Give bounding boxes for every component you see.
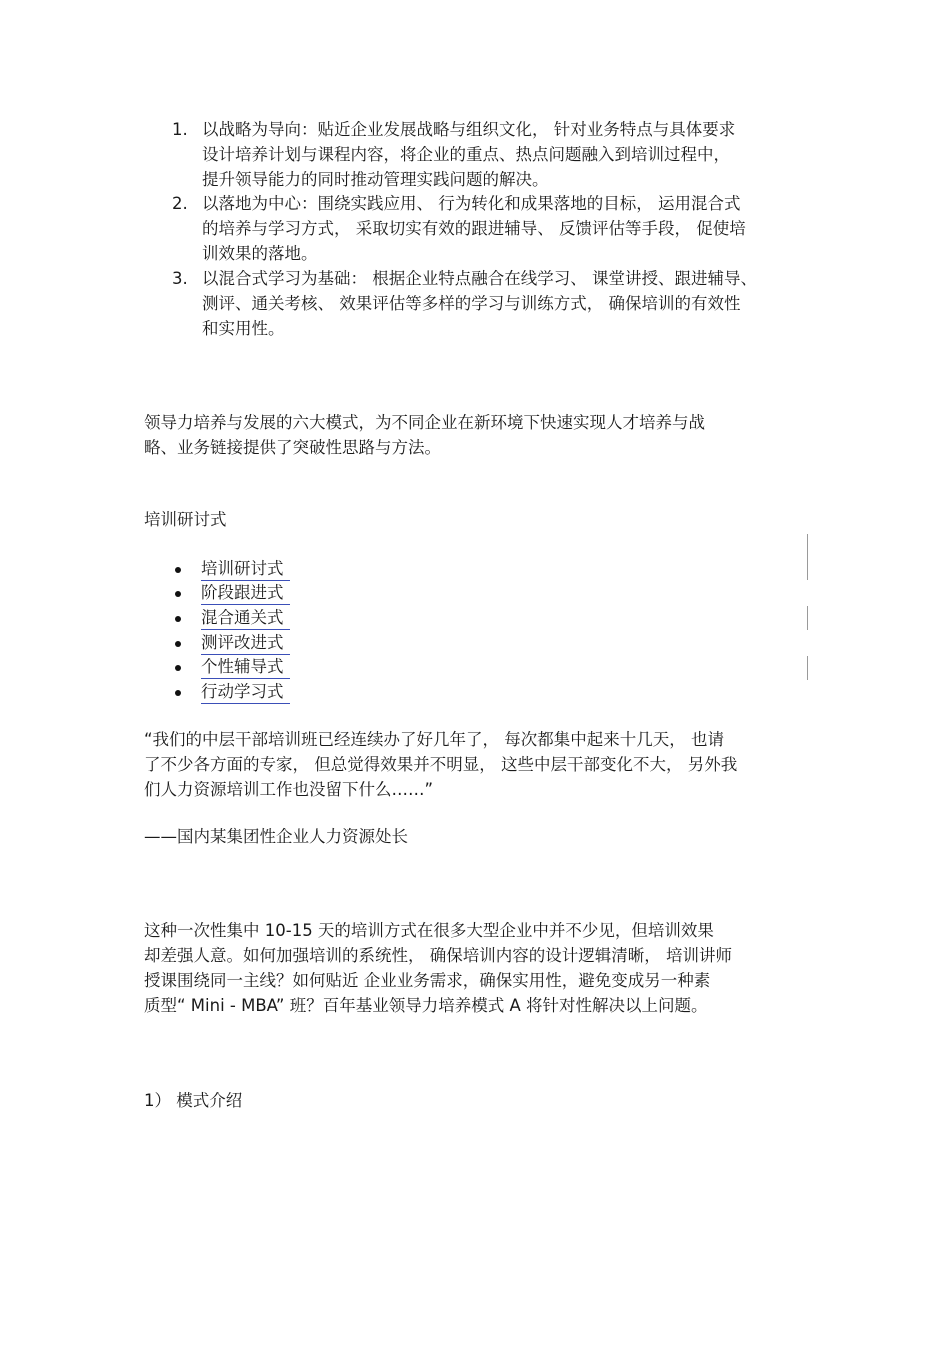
body-line-3: 授课围绕同一主线？如何贴近 企业业务需求，确保实用性，避免变成另一种素 bbox=[144, 971, 711, 990]
body-line-4: 质型“ Mini - MBA” 班？百年基业领导力培养模式 A 将针对性解决以上问题。 bbox=[144, 996, 708, 1015]
list-number-3: 3. bbox=[172, 269, 188, 288]
section-heading: 培训研讨式 bbox=[144, 510, 227, 529]
bullet-icon bbox=[175, 616, 181, 622]
list-item-1-line-1: 以战略为导向：贴近企业发展战略与组织文化， 针对业务特点与具体要求 bbox=[202, 120, 736, 139]
mode-link-personal-coaching[interactable]: 个性辅导式 bbox=[201, 656, 290, 679]
vertical-rule bbox=[807, 656, 808, 680]
quote-line-3: 们人力资源培训工作也没留下什么……” bbox=[144, 780, 434, 799]
vertical-rule bbox=[807, 534, 808, 580]
list-item-2-line-2: 的培养与学习方式， 采取切实有效的跟进辅导、 反馈评估等手段， 促使培 bbox=[202, 219, 746, 238]
list-number-2: 2. bbox=[172, 194, 188, 213]
quote-line-2: 了不少各方面的专家， 但总觉得效果并不明显， 这些中层干部变化不大， 另外我 bbox=[144, 755, 738, 774]
intro-line-1: 领导力培养与发展的六大模式，为不同企业在新环境下快速实现人才培养与战 bbox=[144, 413, 705, 432]
mode-link-assessment-improvement[interactable]: 测评改进式 bbox=[201, 632, 290, 655]
mode-link-training-seminar[interactable]: 培训研讨式 bbox=[201, 558, 290, 581]
mode-link-blended-clearance[interactable]: 混合通关式 bbox=[201, 607, 290, 630]
mode-link-action-learning[interactable]: 行动学习式 bbox=[201, 681, 290, 704]
intro-line-2: 略、业务链接提供了突破性思路与方法。 bbox=[144, 438, 441, 457]
bullet-icon bbox=[175, 641, 181, 647]
list-item-2-line-3: 训效果的落地。 bbox=[202, 244, 318, 263]
bullet-icon bbox=[175, 665, 181, 671]
list-item-3-line-2: 测评、通关考核、 效果评估等多样的学习与训练方式， 确保培训的有效性 bbox=[202, 294, 741, 313]
bullet-icon bbox=[175, 591, 181, 597]
vertical-rule bbox=[807, 606, 808, 630]
list-item-3-line-3: 和实用性。 bbox=[202, 319, 285, 338]
subsection-heading: 1） 模式介绍 bbox=[144, 1091, 243, 1110]
body-line-2: 却差强人意。如何加强培训的系统性， 确保培训内容的设计逻辑清晰， 培训讲师 bbox=[144, 946, 732, 965]
list-item-2-line-1: 以落地为中心：围绕实践应用、 行为转化和成果落地的目标， 运用混合式 bbox=[202, 194, 741, 213]
bullet-icon bbox=[175, 567, 181, 573]
list-item-1-line-2: 设计培养计划与课程内容，将企业的重点、热点问题融入到培训过程中， bbox=[202, 145, 730, 164]
list-item-1-line-3: 提升领导能力的同时推动管理实践问题的解决。 bbox=[202, 170, 549, 189]
quote-attribution: ——国内某集团性企业人力资源处长 bbox=[144, 827, 408, 846]
mode-link-phased-follow-up[interactable]: 阶段跟进式 bbox=[201, 582, 290, 605]
list-item-3-line-1: 以混合式学习为基础： 根据企业特点融合在线学习、 课堂讲授、跟进辅导、 bbox=[202, 269, 757, 288]
body-line-1: 这种一次性集中 10-15 天的培训方式在很多大型企业中并不少见，但培训效果 bbox=[144, 921, 714, 940]
list-number-1: 1. bbox=[172, 120, 188, 139]
quote-line-1: “我们的中层干部培训班已经连续办了好几年了， 每次都集中起来十几天， 也请 bbox=[144, 730, 725, 749]
bullet-icon bbox=[175, 690, 181, 696]
